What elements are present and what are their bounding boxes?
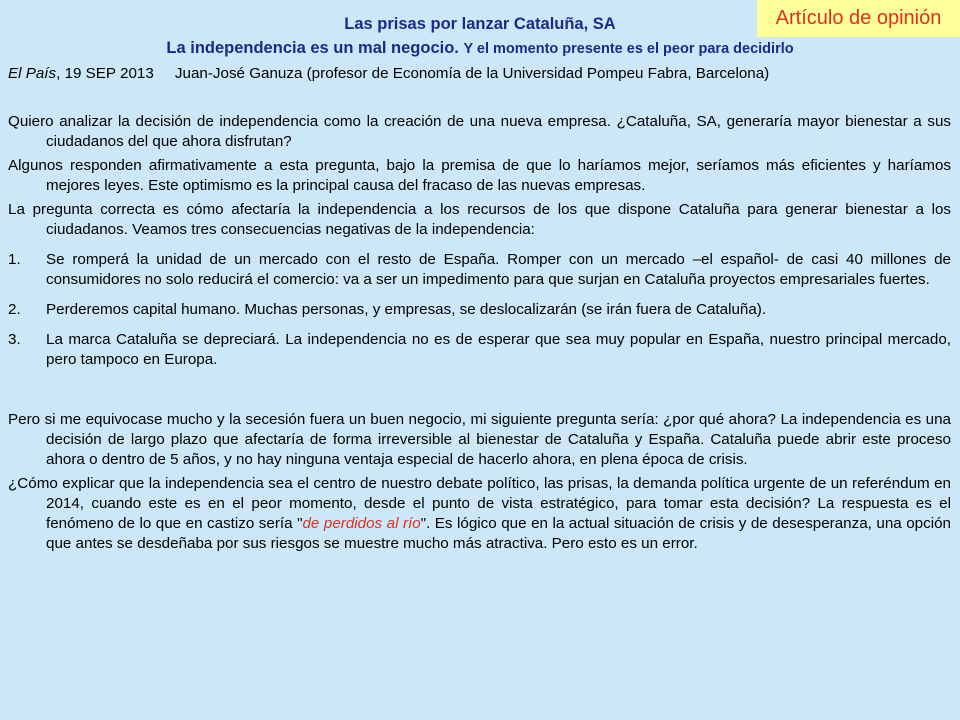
- final-text-after: ". Es lógico que en la actual situación de crisis y de desesperanza, una opción que antes se desdeñaba por sus riesgos se muestre mucho más atractiva. Pero esto es un error.: [46, 515, 951, 552]
- subtitle-main: La independencia es un mal negocio.: [166, 39, 464, 57]
- byline-author: Juan-José Ganuza (profesor de Economía de la Universidad Pompeu Fabra, Barcelona): [174, 65, 770, 82]
- list-item: [8, 250, 951, 290]
- subtitle-rest: Y el momento presente es el peor para decidirlo: [463, 41, 794, 57]
- paragraph-final: [8, 474, 951, 554]
- byline-source: El País: [8, 65, 57, 82]
- byline-date: , 19 SEP 2013: [56, 65, 154, 82]
- list-text: Perderemos capital humano. Muchas personas, y empresas, se deslocalizarán (se irán fuera de Cataluña).: [46, 301, 767, 318]
- paragraph: Algunos responden afirmativamente a esta pregunta, bajo la premisa de que lo haríamos mejor, seríamos más eficientes y haríamos mejores leyes. Este optimismo es la principal causa del fracaso de las nuevas empresas.: [8, 157, 951, 194]
- list-number: 2.: [8, 301, 21, 318]
- paragraph: Pero si me equivocase mucho y la secesión fuera un buen negocio, mi siguiente pregunta sería: ¿por qué ahora? La independencia es una decisión de largo plazo que afectaría de forma irreversible al bienestar de Cataluña y España. Cataluña puede abrir este proceso ahora o dentro de 5 años, y no hay ninguna ventaja especial de hacerlo ahora, en plena época de crisis.: [8, 411, 951, 468]
- paragraph: Quiero analizar la decisión de independencia como la creación de una nueva empresa. ¿Cataluña, SA, generaría mayor bienestar a sus ciudadanos del que ahora disfrutan?: [8, 113, 951, 150]
- byline: [8, 65, 953, 82]
- paragraph: La pregunta correcta es cómo afectaría la independencia a los recursos de los que dispone Cataluña para generar bienestar a los ciudadanos. Veamos tres consecuencias negativas de la independencia:: [8, 201, 951, 238]
- highlight-phrase: de perdidos al río: [302, 515, 421, 532]
- article-subtitle: [0, 39, 960, 58]
- opinion-badge: Artículo de opinión: [757, 0, 960, 37]
- article-title: Las prisas por lanzar Cataluña, SA: [344, 15, 616, 33]
- article-body: [8, 112, 951, 558]
- list-text: La marca Cataluña se depreciará. La independencia no es de esperar que sea muy popular en España, nuestro principal mercado, pero tampoco en Europa.: [46, 331, 951, 368]
- list-text: Se romperá la unidad de un mercado con el resto de España. Romper con un mercado –el español- de casi 40 millones de consumidores no solo reducirá el comercio: va a ser un impedimento para que surjan en Cataluña proyectos empresariales fuertes.: [46, 251, 951, 288]
- list-item: [8, 300, 951, 320]
- final-text-before: ¿Cómo explicar que la independencia sea el centro de nuestro debate político, las prisas, la demanda política urgente de un referéndum en 2014, cuando este es en el peor momento, desde el punto de vista estratégico, para tomar esta decisión? La respuesta es el fenómeno de lo que en castizo sería ": [8, 475, 951, 532]
- list-number: 3.: [8, 331, 21, 348]
- list-number: 1.: [8, 251, 21, 268]
- list-item: [8, 330, 951, 370]
